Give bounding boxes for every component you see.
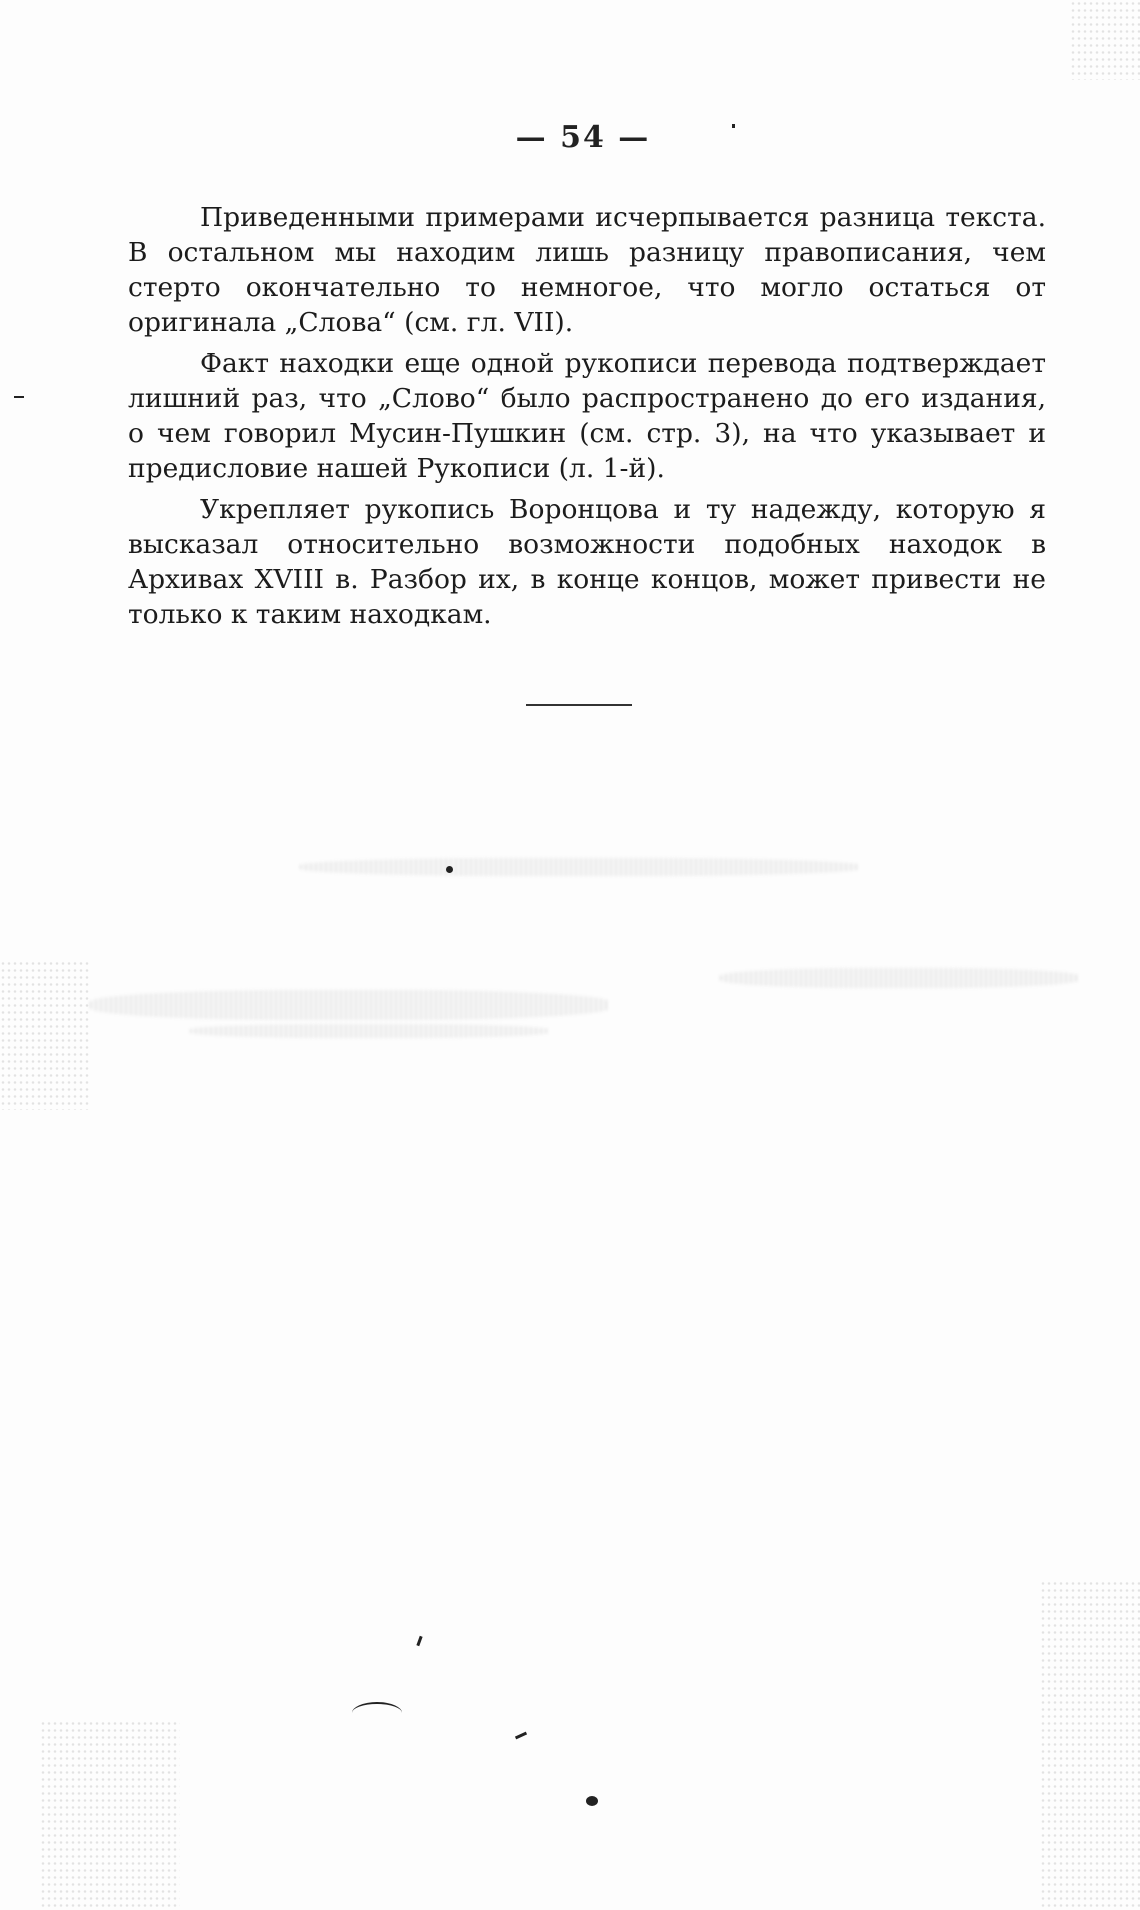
ink-speck xyxy=(14,396,24,398)
paragraph-2: Факт находки еще одной рукописи перевода подтверждает лишний раз, что „Слово“ было распространено до его издания, о чем говорил Мусин-Пушкин (см. стр. 3), на что указывает и предисловие нашей Рукописи (л. 1-й). xyxy=(128,348,1046,484)
section-divider xyxy=(526,704,632,706)
ink-speck xyxy=(416,1636,422,1646)
scan-smudge xyxy=(300,858,860,876)
body-text xyxy=(128,200,1046,638)
ink-speck xyxy=(732,124,735,128)
ink-speck xyxy=(446,866,453,873)
paragraph-1: Приведенными примерами исчерпывается разница текста. В остальном мы находим лишь разницу правописания, чем стерто окончательно то немногое, что могло остаться от оригинала „Слова“ (см. гл. VII). xyxy=(128,202,1046,338)
scan-smudge xyxy=(190,1024,550,1038)
scan-edge-noise xyxy=(40,1720,180,1910)
ink-speck xyxy=(515,1732,527,1740)
scan-edge-noise xyxy=(0,960,90,1110)
ink-speck xyxy=(586,1796,598,1806)
ink-stroke xyxy=(352,1702,402,1724)
scan-smudge xyxy=(90,990,610,1020)
paragraph-3: Укрепляет рукопись Воронцова и ту надежду, которую я высказал относительно возможности подобных находок в Архивах XVIII в. Разбор их, в конце концов, может привести не только к таким находкам. xyxy=(128,494,1046,630)
page-number: — 54 — xyxy=(515,120,651,155)
scan-smudge xyxy=(720,968,1080,988)
scan-edge-noise xyxy=(1070,0,1140,80)
scan-edge-noise xyxy=(1040,1580,1140,1910)
